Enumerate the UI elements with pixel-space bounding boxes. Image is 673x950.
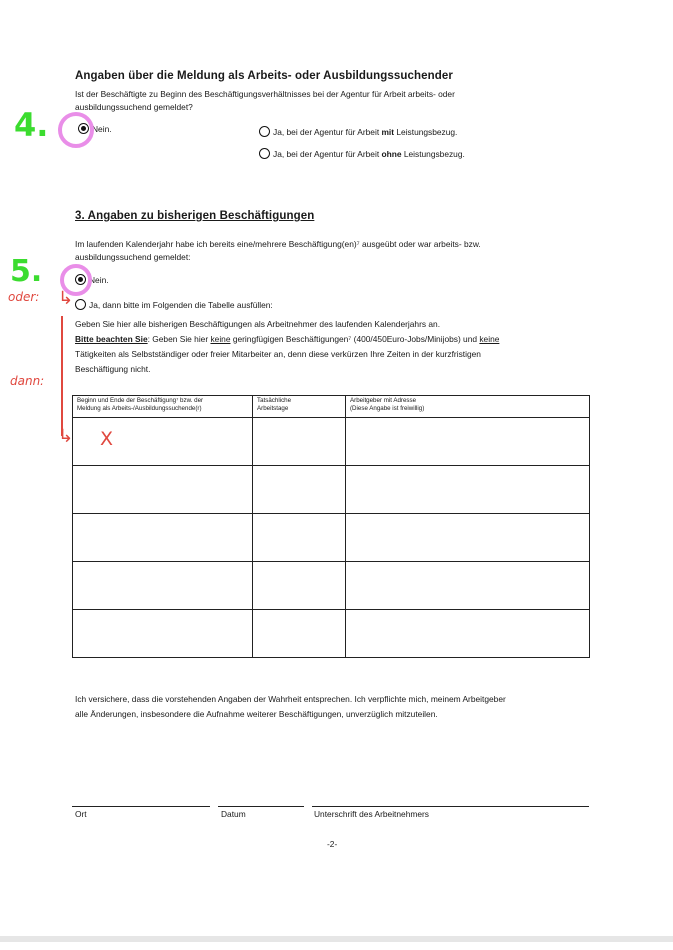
signature-label: Unterschrift des Arbeitnehmers — [314, 809, 429, 819]
header-period-line2: Meldung als Arbeits-/Ausbildungssuchende(r) — [77, 405, 202, 412]
registration-option-yes-with[interactable] — [259, 126, 457, 139]
registration-option-no-label: Nein. — [92, 124, 112, 134]
yes-with-bold: mit — [381, 127, 395, 137]
note-text-b: geringfügigen Beschäftigungen⁷ (400/450Euro-Jobs/Minijobs) und — [230, 334, 480, 344]
header-employer-line2: (Diese Angabe ist freiwillig) — [350, 405, 425, 412]
prior-intro-line1: Im laufenden Kalenderjahr habe ich bereits eine/mehrere Beschäftigung(en)⁷ ausgeübt oder war arbeits- bzw. — [75, 239, 481, 249]
registration-question-line1: Ist der Beschäftigte zu Beginn des Beschäftigungsverhältnisses bei der Agentur für Arbeit arbeits- oder — [75, 89, 455, 99]
table-row — [73, 418, 590, 466]
yes-with-pre: Ja, bei der Agentur für Arbeit — [273, 127, 382, 137]
prior-instructions — [75, 317, 605, 377]
scan-edge-strip — [0, 936, 673, 942]
table-cell-employer[interactable] — [346, 562, 590, 610]
prior-note-line3: Beschäftigung nicht. — [75, 364, 151, 374]
table-cell-employer[interactable] — [346, 514, 590, 562]
header-employer-line1: Arbeitgeber mit Adresse — [350, 397, 417, 404]
registration-question-line2: ausbildungssuchend gemeldet? — [75, 102, 193, 112]
annotation-x-mark: X — [100, 428, 114, 450]
annotation-arrow-icon: ↳ — [58, 288, 74, 309]
note-label: Bitte beachten Sie — [75, 334, 148, 344]
date-line[interactable] — [218, 806, 304, 807]
annotation-dann: dann: — [10, 374, 45, 388]
table-header-row — [73, 396, 590, 418]
prior-option-yes-label: Ja, dann bitte im Folgenden die Tabelle ausfüllen: — [89, 300, 273, 310]
table-row — [73, 562, 590, 610]
table-cell-period[interactable] — [73, 514, 253, 562]
annotation-oder: oder: — [8, 290, 40, 304]
table-header-period — [73, 396, 253, 418]
yes-without-pre: Ja, bei der Agentur für Arbeit — [273, 149, 382, 159]
place-line[interactable] — [72, 806, 210, 807]
declaration-line2: alle Änderungen, insbesondere die Aufnahme weiterer Beschäftigungen, unverzüglich mitzuteilen. — [75, 709, 438, 719]
yes-without-post: Leistungsbezug. — [401, 149, 465, 159]
table-row — [73, 466, 590, 514]
declaration-text — [75, 692, 615, 722]
table-header-workdays — [253, 396, 346, 418]
registration-question — [75, 88, 595, 114]
prior-heading: 3. Angaben zu bisherigen Beschäftigungen — [75, 210, 315, 222]
registration-option-yes-without[interactable] — [259, 148, 465, 161]
note-text-a: : Geben Sie hier — [147, 334, 211, 344]
table-row — [73, 610, 590, 658]
radio-empty-icon[interactable] — [259, 148, 270, 159]
prior-intro — [75, 238, 595, 264]
prior-note-line2: Tätigkeiten als Selbstständiger oder freier Mitarbeiter an, denn diese verkürzen Ihre Zeiten in der kurzfristigen — [75, 349, 481, 359]
yes-with-post: Leistungsbezug. — [394, 127, 458, 137]
table-cell-workdays[interactable] — [253, 466, 346, 514]
note-keine-2: keine — [479, 334, 500, 344]
table-header-employer — [346, 396, 590, 418]
yes-without-bold: ohne — [381, 149, 402, 159]
table-cell-employer[interactable] — [346, 610, 590, 658]
note-keine-1: keine — [210, 334, 231, 344]
header-workdays-line1: Tatsächliche — [257, 397, 292, 404]
registration-heading: Angaben über die Meldung als Arbeits- oder Ausbildungssuchender — [75, 70, 453, 82]
prior-employment-table — [72, 395, 590, 658]
table-row — [73, 514, 590, 562]
annotation-number-4: 4. — [14, 106, 49, 144]
prior-option-yes[interactable] — [75, 299, 273, 312]
annotation-number-5: 5. — [10, 254, 43, 289]
table-cell-period[interactable] — [73, 610, 253, 658]
prior-intro-line2: ausbildungssuchend gemeldet: — [75, 252, 191, 262]
table-cell-period[interactable] — [73, 466, 253, 514]
table-cell-workdays[interactable] — [253, 514, 346, 562]
table-cell-workdays[interactable] — [253, 562, 346, 610]
header-workdays-line2: Arbeitstage — [257, 405, 289, 412]
prior-note-line1 — [75, 332, 605, 347]
annotation-bracket-line — [61, 316, 63, 436]
table-cell-workdays[interactable] — [253, 610, 346, 658]
table-cell-period[interactable] — [73, 562, 253, 610]
prior-option-no-label: Nein. — [89, 275, 109, 285]
annotation-arrow-icon: ↳ — [58, 426, 74, 447]
prior-instruction-line: Geben Sie hier alle bisherigen Beschäftigungen als Arbeitnehmer des laufenden Kalenderjahrs an. — [75, 319, 441, 329]
table-cell-employer[interactable] — [346, 418, 590, 466]
place-label: Ort — [75, 809, 87, 819]
radio-empty-icon[interactable] — [259, 126, 270, 137]
date-label: Datum — [221, 809, 246, 819]
page-number: -2- — [327, 839, 338, 849]
declaration-line1: Ich versichere, dass die vorstehenden Angaben der Wahrheit entsprechen. Ich verpflichte mich, meinem Arbeitgeber — [75, 694, 506, 704]
table-cell-workdays[interactable] — [253, 418, 346, 466]
signature-line[interactable] — [312, 806, 589, 807]
pink-circle-mark — [58, 112, 94, 148]
table-cell-employer[interactable] — [346, 466, 590, 514]
radio-empty-icon[interactable] — [75, 299, 86, 310]
header-period-line1: Beginn und Ende der Beschäftigung⁷ bzw. der — [77, 397, 204, 404]
